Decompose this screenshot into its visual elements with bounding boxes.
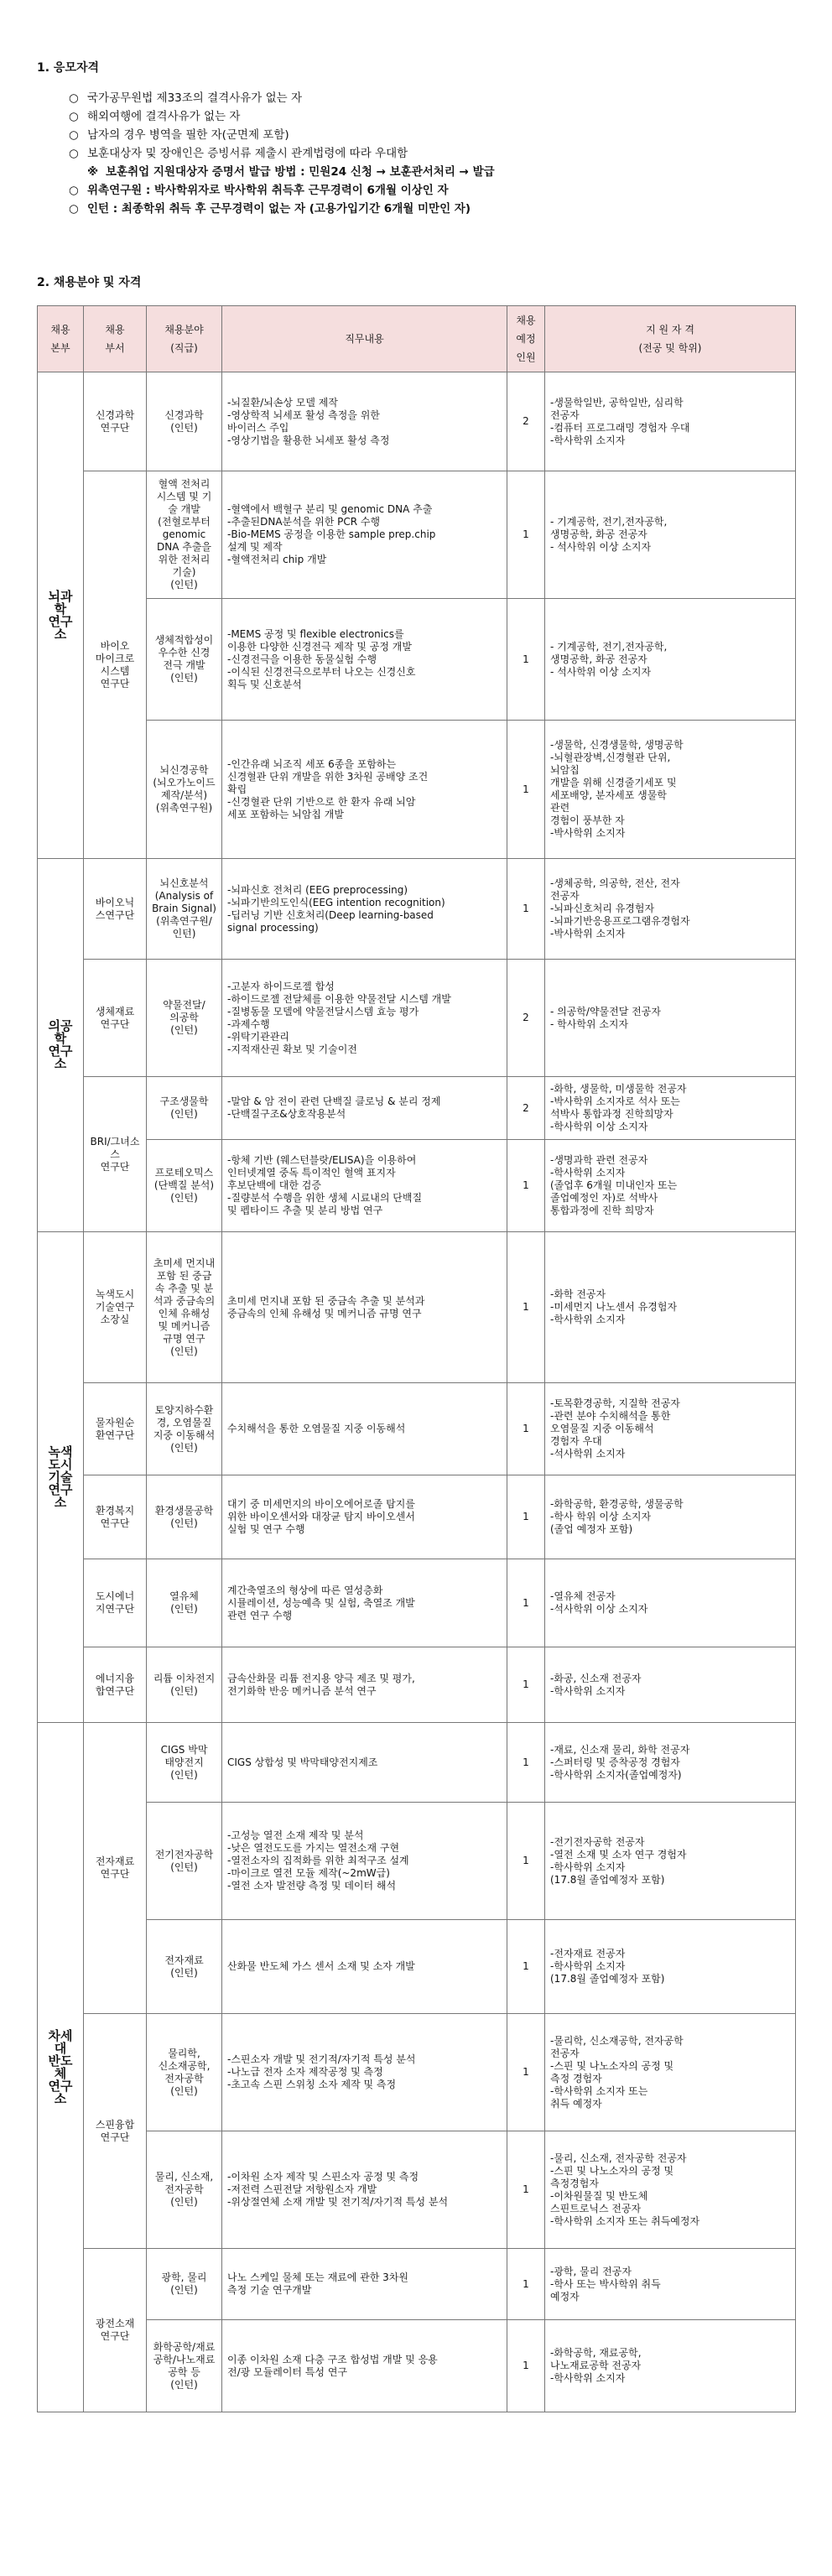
field-cell: 광학, 물리 (인턴) — [147, 2249, 222, 2320]
list-item-text: 위촉연구원 : 박사학위자로 박사학위 취득후 근무경력이 6개월 이상인 자 — [87, 184, 449, 197]
section-eligibility — [37, 59, 795, 218]
table-row — [38, 1647, 796, 1723]
count-cell: 1 — [507, 2249, 545, 2320]
duties-cell: -고분자 하이드로젤 합성 -하이드로젤 전달체를 이용한 약물전달 시스템 개발 -질병동물 모델에 약물전달시스템 효능 평가 -과제수행 -위탁기관관리 -지적재산권 확보 및 기술이전 — [222, 960, 507, 1077]
quals-cell: -물리, 신소재, 전자공학 전공자 -스핀 및 나노소자의 공정 및 측정경험자 -이차원물질 및 반도체 스핀트로닉스 전공자 -학사학위 소지자 또는 취득예정자 — [545, 2131, 796, 2249]
field-cell: 전기전자공학 (인턴) — [147, 1803, 222, 1920]
list-item — [69, 126, 795, 144]
count-cell: 1 — [507, 1559, 545, 1647]
circle-bullet-icon: ○ — [69, 128, 79, 142]
dept-cell: 녹색도시 기술연구 소장실 — [84, 1232, 147, 1383]
dept-cell: BRI/그녀소스 연구단 — [84, 1077, 147, 1232]
duties-cell: -인간유래 뇌조직 세포 6종을 포함하는 신경혈관 단위 개발을 위한 3차원 공배양 조건 확립 -신경혈관 단위 기반으로 한 환자 유래 뇌암 세포 포함하는 뇌암칩 개발 — [222, 721, 507, 859]
duties-cell: -고성능 열전 소재 제작 및 분석 -낮은 열전도도를 가지는 열전소재 구현 -열전소자의 집적화를 위한 최적구조 설계 -마이크로 열전 모듈 제작(~2mW급) -열전 소자 발전량 측정 및 데이터 해석 — [222, 1803, 507, 1920]
list-item-text: 남자의 경우 병역을 필한 자(군면제 포함) — [87, 128, 289, 142]
field-cell: 혈액 전처리 시스템 및 기술 개발 (전혈로부터 genomic DNA 추출을 위한 전처리 기술) (인턴) — [147, 471, 222, 599]
dept-cell: 도시에너 지연구단 — [84, 1559, 147, 1647]
quals-cell: -생물학, 신경생물학, 생명공학 -뇌혈관장벽,신경혈관 단위, 뇌암칩 개발을 위해 신경줄기세포 및 세포배양, 분자세포 생물학 관련 경험이 풍부한 자 -박사학위 소지자 — [545, 721, 796, 859]
section-recruitment — [37, 273, 795, 2412]
dept-cell: 스핀융합 연구단 — [84, 2014, 147, 2249]
quals-cell: -광학, 물리 전공자 -학사 또는 박사학위 취득 예정자 — [545, 2249, 796, 2320]
count-cell: 1 — [507, 1232, 545, 1383]
field-cell: 토양지하수환경, 오염물질 지중 이동해석 (인턴) — [147, 1383, 222, 1475]
quals-cell: -생물학일반, 공학일반, 심리학 전공자 -컴퓨터 프로그래밍 경험자 우대 -학사학위 소지자 — [545, 372, 796, 471]
duties-cell: 나노 스케일 물체 또는 재료에 관한 3차원 측정 기술 연구개발 — [222, 2249, 507, 2320]
table-row — [38, 599, 796, 721]
duties-cell: -혈액에서 백혈구 분리 및 genomic DNA 추출 -추출된DNA분석을 위한 PCR 수행 -Bio-MEMS 공정을 이용한 sample prep.chip 설계 및 제작 -혈액전처리 chip 개발 — [222, 471, 507, 599]
duties-cell: -말암 & 암 전이 관련 단백질 클로닝 & 분리 정제 -단백질구조&상호작용분석 — [222, 1077, 507, 1140]
field-cell: CIGS 박막 태양전지 (인턴) — [147, 1723, 222, 1803]
division-cell: 뇌과학 연구소 — [38, 372, 84, 859]
quals-cell: -전기전자공학 전공자 -열전 소재 및 소자 연구 경험자 -학사학위 소지자 (17.8월 졸업예정자 포함) — [545, 1803, 796, 1920]
division-cell: 녹색 도시 기술 연구소 — [38, 1232, 84, 1723]
quals-cell: -화학공학, 재료공학, 나노재료공학 전공자 -학사학위 소지자 — [545, 2320, 796, 2412]
field-cell: 초미세 먼지내 포함 된 중금속 추출 및 분석과 중금속의 인체 유해성 및 메커니즘 규명 연구 (인턴) — [147, 1232, 222, 1383]
duties-cell: 수치해석을 통한 오염물질 지중 이동해석 — [222, 1383, 507, 1475]
table-row — [38, 1559, 796, 1647]
field-cell: 약물전달/ 의공학 (인턴) — [147, 960, 222, 1077]
circle-bullet-icon: ○ — [69, 184, 79, 197]
dept-cell: 전자재료 연구단 — [84, 1723, 147, 2014]
list-item-text: 보훈취업 지원대상자 증명서 발급 방법 : 민원24 신청 → 보훈관서처리 → 발급 — [106, 165, 495, 179]
count-cell: 1 — [507, 1475, 545, 1559]
table-header-row — [38, 306, 796, 372]
duties-cell: -뇌파신호 전처리 (EEG preprocessing) -뇌파기반의도인식(EEG intention recognition) -딥러닝 기반 신호처리(Deep learning-based signal processing) — [222, 859, 507, 960]
field-cell: 물리학, 신소재공학, 전자공학 (인턴) — [147, 2014, 222, 2131]
field-cell: 뇌신경공학 (뇌오가노이드 제작/분석) (위촉연구원) — [147, 721, 222, 859]
field-cell: 환경생물공학 (인턴) — [147, 1475, 222, 1559]
table-row — [38, 1920, 796, 2014]
count-cell: 1 — [507, 471, 545, 599]
table-row — [38, 960, 796, 1077]
count-cell: 1 — [507, 1140, 545, 1232]
list-item-text: 국가공무원법 제33조의 결격사유가 없는 자 — [87, 91, 303, 105]
field-cell: 뇌신호분석 (Analysis of Brain Signal) (위촉연구원/인턴) — [147, 859, 222, 960]
table-row — [38, 2249, 796, 2320]
table-row — [38, 372, 796, 471]
list-item-text: 해외여행에 결격사유가 없는 자 — [87, 110, 241, 123]
field-cell: 열유체 (인턴) — [147, 1559, 222, 1647]
note-item — [69, 163, 795, 181]
dept-cell: 물자원순 환연구단 — [84, 1383, 147, 1475]
list-item — [69, 200, 795, 218]
quals-cell: - 기계공학, 전기,전자공학, 생명공학, 화공 전공자 - 석사학위 이상 소지자 — [545, 599, 796, 721]
quals-cell: -토목환경공학, 지질학 전공자 -관련 분야 수치해석을 통한 오염물질 지중 이동해석 경험자 우대 -석사학위 소지자 — [545, 1383, 796, 1475]
dept-cell: 광전소재 연구단 — [84, 2249, 147, 2412]
table-row — [38, 471, 796, 599]
duties-cell: CIGS 상합성 및 박막태양전지제조 — [222, 1723, 507, 1803]
section-title: 2. 채용분야 및 자격 — [37, 276, 142, 289]
list-item — [69, 89, 795, 107]
duties-cell: 대기 중 미세먼지의 바이오에어로졸 탐지를 위한 바이오센서와 대장균 탐지 바이오센서 실험 및 연구 수행 — [222, 1475, 507, 1559]
count-cell: 1 — [507, 721, 545, 859]
header-dept: 채용 부서 — [84, 306, 147, 372]
dept-cell: 바이오닉 스연구단 — [84, 859, 147, 960]
duties-cell: 이종 이차원 소재 다층 구조 합성법 개발 및 응용 전/광 모듈레이터 특성 연구 — [222, 2320, 507, 2412]
count-cell: 1 — [507, 1723, 545, 1803]
table-row — [38, 2320, 796, 2412]
duties-cell: -뇌질환/뇌손상 모델 제작 -영상학적 뇌세포 활성 측정을 위한 바이러스 주입 -영상기법을 활용한 뇌세포 활성 측정 — [222, 372, 507, 471]
reference-mark-icon: ※ — [87, 165, 99, 179]
header-duties: 직무내용 — [222, 306, 507, 372]
table-row — [38, 859, 796, 960]
quals-cell: -전자재료 전공자 -학사학위 소지자 (17.8월 졸업예정자 포함) — [545, 1920, 796, 2014]
duties-cell: -MEMS 공정 및 flexible electronics를 이용한 다양한 신경전극 제작 및 공정 개발 -신경전극을 이용한 동물실험 수행 -이식된 신경전극으로부터 나오는 신경신호 획득 및 신호분석 — [222, 599, 507, 721]
field-cell: 프로테오믹스 (단백질 분석) (인턴) — [147, 1140, 222, 1232]
count-cell: 1 — [507, 859, 545, 960]
table-row — [38, 2131, 796, 2249]
list-item — [69, 144, 795, 163]
circle-bullet-icon: ○ — [69, 110, 79, 123]
count-cell: 1 — [507, 2320, 545, 2412]
dept-cell: 에너지융 합연구단 — [84, 1647, 147, 1723]
recruitment-table — [37, 305, 796, 2412]
list-item — [69, 107, 795, 126]
header-field: 채용분야 (직급) — [147, 306, 222, 372]
count-cell: 2 — [507, 1077, 545, 1140]
count-cell: 1 — [507, 2131, 545, 2249]
dept-cell: 바이오 마이크로 시스템 연구단 — [84, 471, 147, 859]
list-item-text: 보훈대상자 및 장애인은 증빙서류 제출시 관계법령에 따라 우대함 — [87, 147, 408, 160]
quals-cell: -화학공학, 환경공학, 생물공학 -학사 학위 이상 소지자 (졸업 예정자 포함) — [545, 1475, 796, 1559]
quals-cell: - 의공학/약물전달 전공자 - 학사학위 소지자 — [545, 960, 796, 1077]
header-quals: 지 원 자 격 (전공 및 학위) — [545, 306, 796, 372]
list-item — [69, 181, 795, 200]
field-cell: 리튬 이차전지 (인턴) — [147, 1647, 222, 1723]
eligibility-list — [69, 89, 795, 218]
table-row — [38, 1077, 796, 1140]
field-cell: 물리, 신소재, 전자공학 (인턴) — [147, 2131, 222, 2249]
count-cell: 1 — [507, 1803, 545, 1920]
table-row — [38, 2014, 796, 2131]
quals-cell: -화학 전공자 -미세먼지 나노센서 유경험자 -학사학위 소지자 — [545, 1232, 796, 1383]
dept-cell: 신경과학 연구단 — [84, 372, 147, 471]
dept-cell: 환경복지 연구단 — [84, 1475, 147, 1559]
field-cell: 화학공학/재료공학/나노재료 공학 등 (인턴) — [147, 2320, 222, 2412]
list-item-text: 인턴 : 최종학위 취득 후 근무경력이 없는 자 (고용가입기간 6개월 미만인 자) — [87, 202, 471, 216]
circle-bullet-icon: ○ — [69, 202, 79, 216]
table-row — [38, 1475, 796, 1559]
circle-bullet-icon: ○ — [69, 147, 79, 160]
circle-bullet-icon: ○ — [69, 91, 79, 105]
field-cell: 생체적합성이 우수한 신경 전극 개발 (인턴) — [147, 599, 222, 721]
duties-cell: 계간축열조의 형상에 따른 열성층화 시뮬레이션, 성능예측 및 실험, 축열조 개발 관련 연구 수행 — [222, 1559, 507, 1647]
quals-cell: -재료, 신소재 물리, 화학 전공자 -스퍼터링 및 증착공정 경험자 -학사학위 소지자(졸업예정자) — [545, 1723, 796, 1803]
quals-cell: -화학, 생물학, 미생물학 전공자 -박사학위 소지자로 석사 또는 석박사 통합과정 진학희망자 -학사학위 이상 소지자 — [545, 1077, 796, 1140]
header-count: 채용 예정 인원 — [507, 306, 545, 372]
duties-cell: -이차원 소자 제작 및 스핀소자 공정 및 측정 -저전력 스핀전달 저항원소자 개발 -위상절연체 소재 개발 및 전기적/자기적 특성 분석 — [222, 2131, 507, 2249]
field-cell: 신경과학 (인턴) — [147, 372, 222, 471]
count-cell: 1 — [507, 599, 545, 721]
table-row — [38, 1383, 796, 1475]
table-row — [38, 1803, 796, 1920]
section-title: 1. 응모자격 — [37, 61, 100, 75]
quals-cell: - 기계공학, 전기,전자공학, 생명공학, 화공 전공자 - 석사학위 이상 소지자 — [545, 471, 796, 599]
quals-cell: -화공, 신소재 전공자 -학사학위 소지자 — [545, 1647, 796, 1723]
quals-cell: -생명과학 관련 전공자 -학사학위 소지자 (졸업후 6개월 미내인자 또는 졸업예정인 자)로 석박사 통합과정에 진학 희망자 — [545, 1140, 796, 1232]
division-cell: 의공학 연구소 — [38, 859, 84, 1232]
division-cell: 차세대 반도체 연구소 — [38, 1723, 84, 2412]
header-division: 채용 본부 — [38, 306, 84, 372]
count-cell: 2 — [507, 960, 545, 1077]
table-row — [38, 1723, 796, 1803]
duties-cell: 산화물 반도체 가스 센서 소재 및 소자 개발 — [222, 1920, 507, 2014]
duties-cell: 금속산화물 리튬 전지용 양극 제조 및 평가, 전기화학 반응 메커니즘 분석 연구 — [222, 1647, 507, 1723]
dept-cell: 생체재료 연구단 — [84, 960, 147, 1077]
table-row — [38, 1232, 796, 1383]
table-row — [38, 1140, 796, 1232]
duties-cell: -스핀소자 개발 및 전기적/자기적 특성 분석 -나노급 전자 소자 제작공정 및 측정 -초고속 스핀 스위칭 소자 제작 및 측정 — [222, 2014, 507, 2131]
field-cell: 전자재료 (인턴) — [147, 1920, 222, 2014]
table-row — [38, 721, 796, 859]
count-cell: 1 — [507, 1383, 545, 1475]
quals-cell: -물리학, 신소재공학, 전자공학 전공자 -스핀 및 나노소자의 공정 및 측정 경험자 -학사학위 소지자 또는 취득 예정자 — [545, 2014, 796, 2131]
count-cell: 1 — [507, 1920, 545, 2014]
count-cell: 1 — [507, 2014, 545, 2131]
duties-cell: -항체 기반 (웨스턴블랏/ELISA)을 이용하여 인터넷계열 중독 특이적인 혈액 표지자 후보단백에 대한 검증 -질량분석 수행을 위한 생체 시료내의 단백질 및 펩타이드 추출 및 분리 방법 연구 — [222, 1140, 507, 1232]
quals-cell: -생체공학, 의공학, 전산, 전자 전공자 -뇌파신호처리 유경험자 -뇌파기반응용프로그램유경험자 -박사학위 소지자 — [545, 859, 796, 960]
field-cell: 구조생물학 (인턴) — [147, 1077, 222, 1140]
quals-cell: -열유체 전공자 -석사학위 이상 소지자 — [545, 1559, 796, 1647]
count-cell: 1 — [507, 1647, 545, 1723]
duties-cell: 초미세 먼지내 포함 된 중금속 추출 및 분석과 중금속의 인체 유해성 및 메커니즘 규명 연구 — [222, 1232, 507, 1383]
count-cell: 2 — [507, 372, 545, 471]
